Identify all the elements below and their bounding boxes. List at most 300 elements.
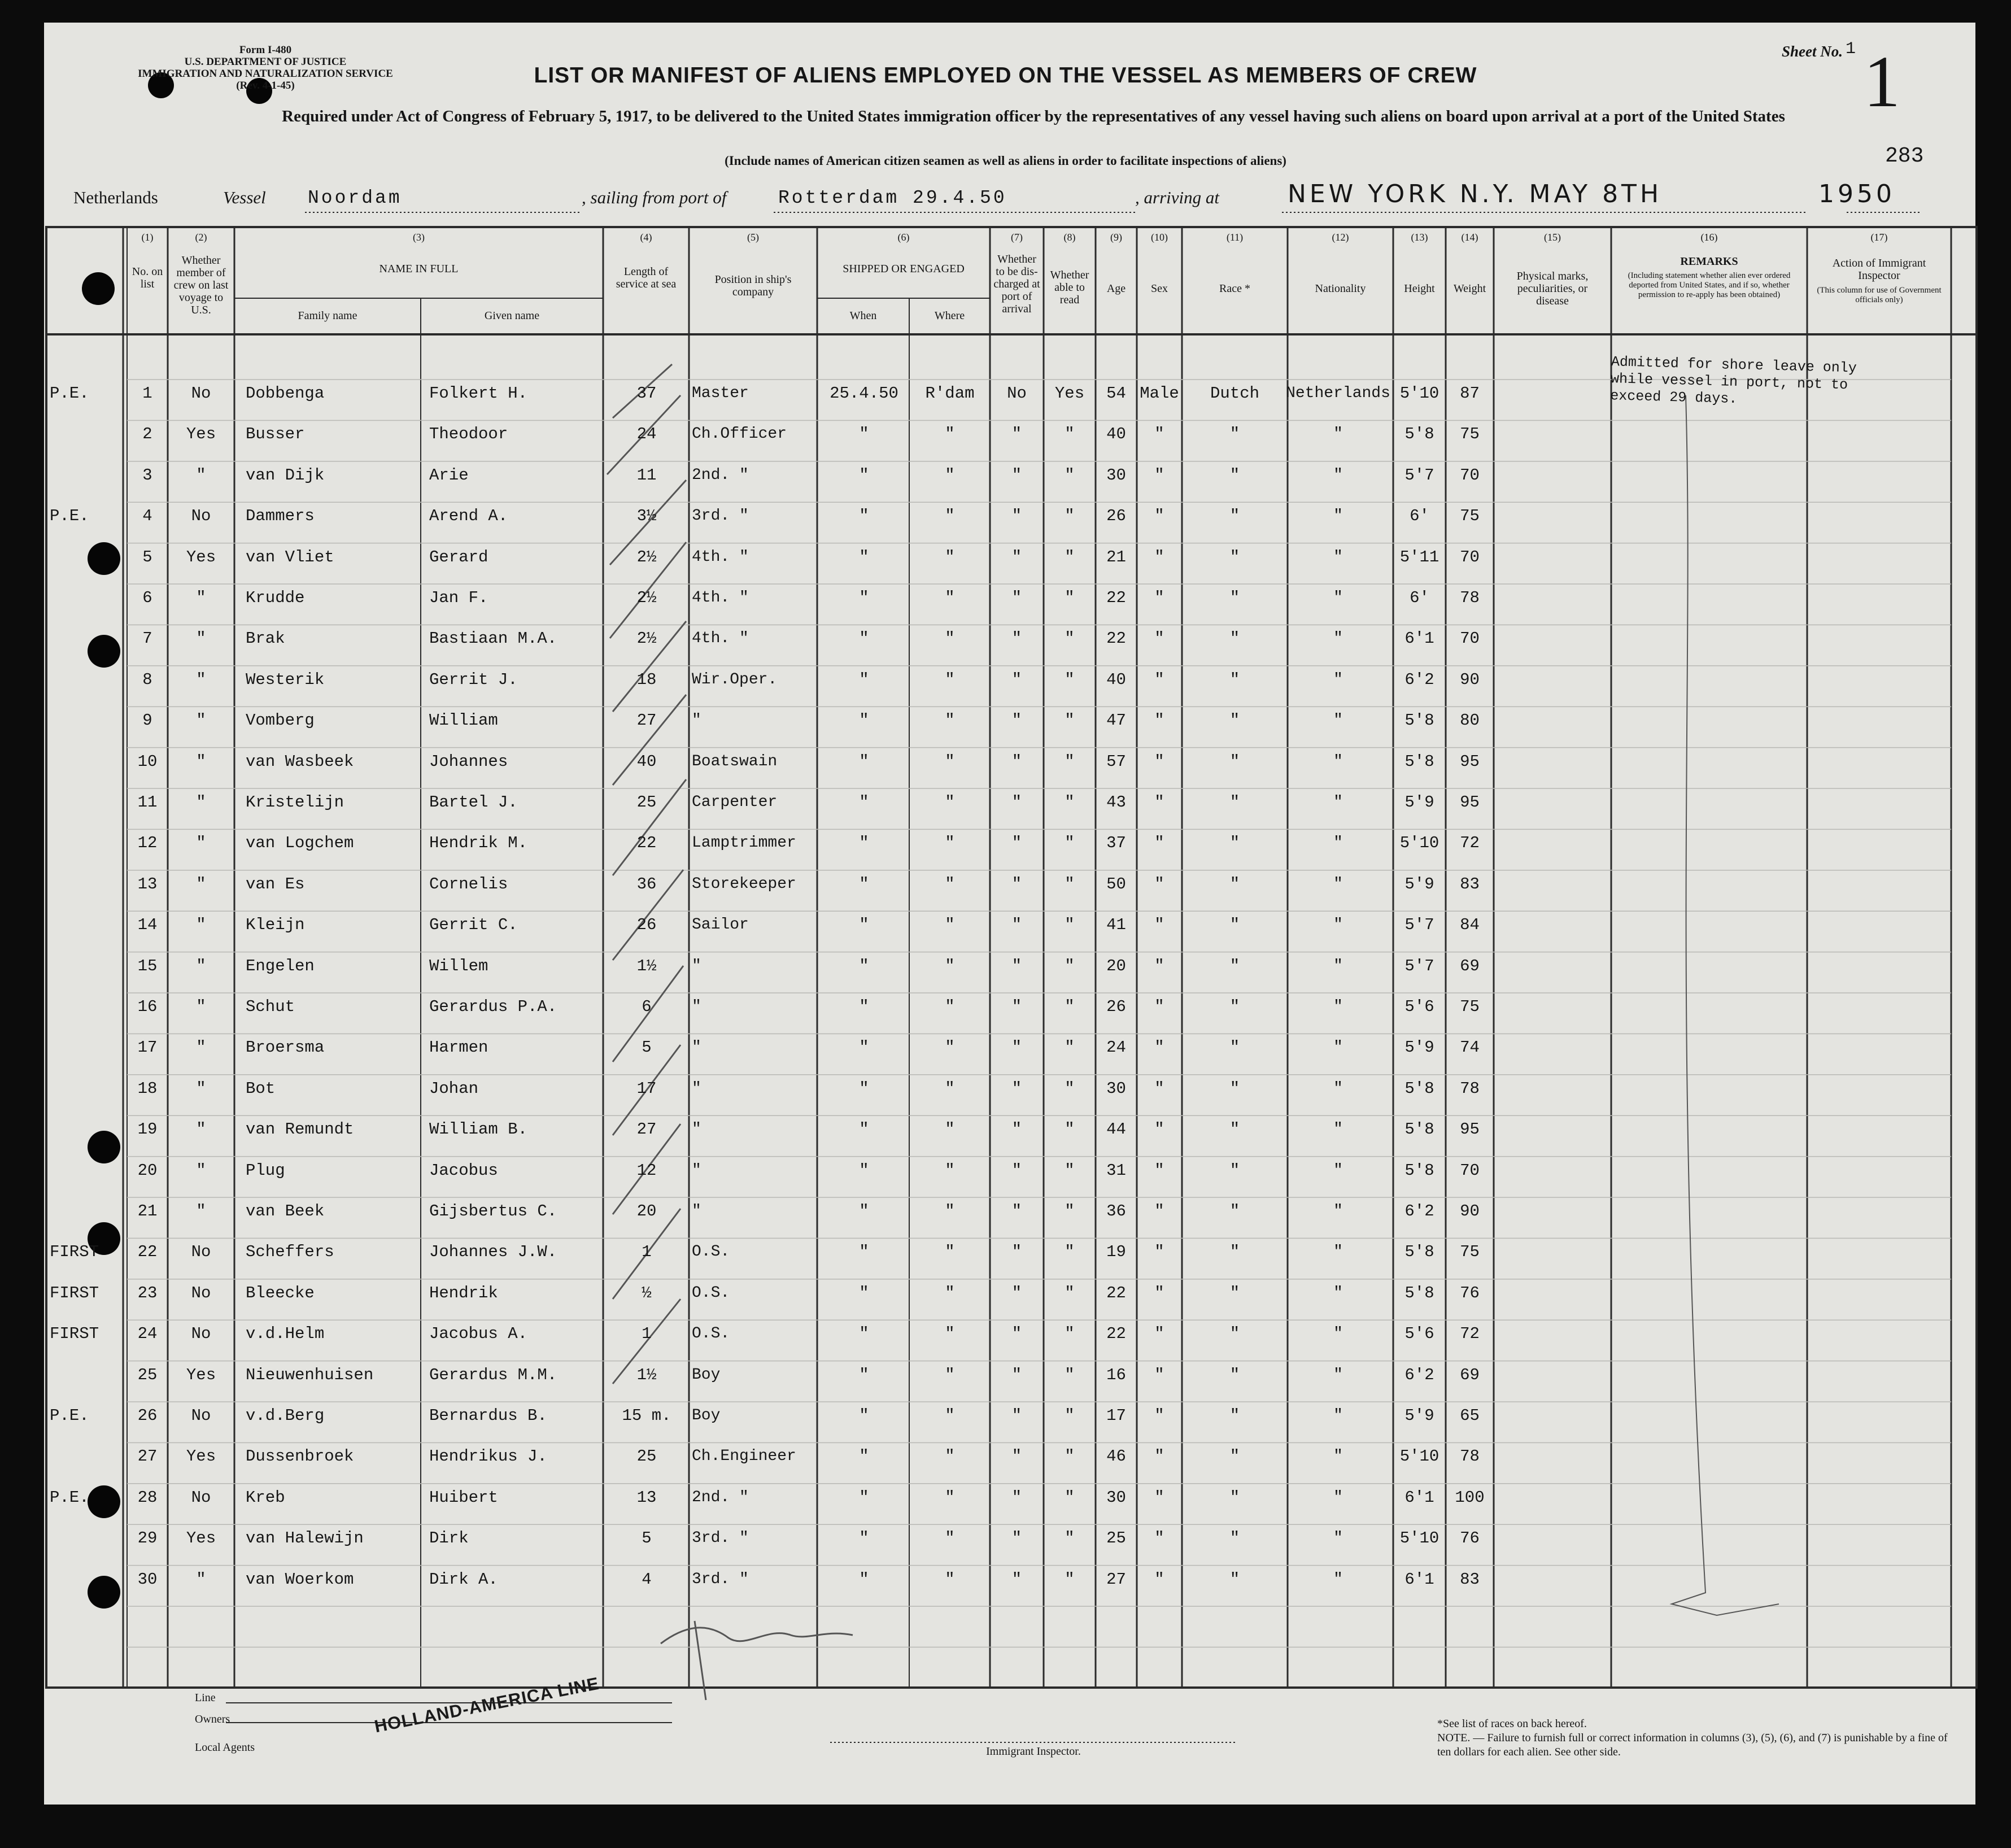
cell-position: " [692, 1079, 701, 1097]
cell-when: " [859, 1120, 869, 1139]
cell-where: " [945, 916, 955, 935]
cell-weight: 69 [1460, 1365, 1480, 1384]
col-no: (11) [1226, 232, 1244, 243]
cell-when: " [859, 1447, 869, 1466]
cell-when: " [859, 507, 869, 526]
cell-sex: " [1154, 1529, 1164, 1548]
cell-position: " [692, 712, 701, 730]
cell-nat: " [1333, 957, 1343, 975]
cell-position: Boy [692, 1366, 721, 1384]
cell-last: No [191, 1324, 211, 1344]
cell-race: " [1229, 1202, 1240, 1221]
cell-position: " [692, 1121, 701, 1139]
cell-last: " [196, 793, 206, 812]
cell-race: " [1229, 1324, 1240, 1344]
cell-position: Ch.Officer [692, 425, 787, 443]
cell-race: " [1229, 425, 1240, 444]
cell-disch: " [1011, 1406, 1022, 1425]
cell-where: " [945, 1570, 955, 1589]
cell-no: 23 [137, 1283, 158, 1302]
cell-mark: FIRST [50, 1243, 99, 1262]
cell-when: " [859, 589, 869, 607]
cell-no: 5 [142, 547, 152, 566]
cell-sex: " [1154, 1120, 1164, 1139]
cell-last: " [196, 1202, 206, 1221]
cell-when: " [859, 425, 869, 444]
cell-where: R'dam [925, 384, 975, 403]
cell-sex: " [1154, 874, 1164, 894]
cell-disch: " [1011, 589, 1022, 607]
cell-sex: " [1154, 834, 1164, 853]
cell-no: 13 [137, 874, 158, 894]
cell-sex: " [1154, 507, 1164, 526]
cell-where: " [945, 1324, 955, 1344]
cell-when: 25.4.50 [830, 384, 898, 403]
cell-race: " [1229, 1529, 1240, 1548]
department-name: U.S. DEPARTMENT OF JUSTICE [184, 56, 347, 68]
cell-service: 5 [642, 1038, 652, 1057]
cell-service: 18 [636, 670, 657, 689]
cell-race: " [1229, 507, 1240, 526]
stamp-number: 283 [1885, 144, 1924, 168]
cell-disch: " [1011, 1243, 1022, 1262]
cell-family: Kristelijn [246, 793, 344, 812]
cell-disch: " [1011, 1365, 1022, 1384]
cell-where: " [945, 1079, 955, 1098]
cell-nat: " [1333, 548, 1343, 566]
cell-when: " [859, 1038, 869, 1057]
cell-weight: 65 [1460, 1406, 1480, 1425]
cell-where: " [945, 793, 955, 812]
cell-service: 2½ [636, 547, 657, 566]
cell-disch: " [1011, 711, 1022, 730]
cell-height: 5'7 [1404, 916, 1434, 935]
col-no: (15) [1544, 232, 1561, 243]
col-no: (5) [747, 232, 759, 243]
cell-no: 15 [137, 956, 158, 975]
cell-mark: P.E. [50, 384, 89, 403]
cell-family: van Vliet [246, 547, 334, 566]
vessel-label: Vessel [223, 188, 266, 207]
cell-position: Lamptrimmer [692, 834, 796, 852]
cell-service: 1 [642, 1243, 652, 1262]
cell-given: Cornelis [429, 874, 508, 894]
cell-no: 9 [142, 711, 152, 730]
cell-family: Busser [246, 425, 305, 444]
cell-nat: " [1333, 507, 1343, 525]
cell-service: 36 [636, 874, 657, 894]
cell-position: 4th. " [692, 630, 749, 648]
cell-last: " [196, 834, 206, 853]
cell-read: " [1065, 1570, 1075, 1589]
cell-position: O.S. [692, 1325, 730, 1343]
cell-service: 1 [642, 1324, 652, 1344]
col-no: (16) [1700, 232, 1718, 243]
cell-family: Scheffers [246, 1243, 334, 1262]
cell-weight: 69 [1460, 956, 1480, 975]
col-header-discharged: Whether to be dis-charged at port of arrival [993, 253, 1040, 315]
form-number: Form I-480 [239, 44, 292, 56]
cell-position: 2nd. " [692, 1488, 749, 1506]
holland-america-line-stamp: HOLLAND-AMERICA LINE [373, 1673, 601, 1737]
cell-age: 40 [1106, 670, 1126, 689]
cell-given: Bernardus B. [429, 1406, 547, 1425]
cell-service: 24 [636, 425, 657, 444]
cell-height: 5'8 [1404, 752, 1434, 771]
cell-disch: " [1011, 1570, 1022, 1589]
cell-weight: 70 [1460, 1161, 1480, 1180]
cell-service: 2½ [636, 589, 657, 607]
cell-given: William B. [429, 1120, 528, 1139]
note-text: — Failure to furnish full or correct information in columns (3), (5), (6), and (7) is punishable by a fine of ten dollars for each alien. See other side. [1437, 1732, 1948, 1758]
cell-weight: 95 [1460, 752, 1480, 771]
cell-age: 16 [1106, 1365, 1126, 1384]
cell-last: " [196, 874, 206, 894]
cell-family: van Beek [246, 1202, 325, 1221]
cell-read: " [1065, 1406, 1075, 1425]
cell-race: " [1229, 1161, 1240, 1180]
cell-family: Vomberg [246, 711, 315, 730]
cell-where: " [945, 547, 955, 566]
cell-read: " [1065, 752, 1075, 771]
cell-no: 21 [137, 1202, 158, 1221]
cell-where: " [945, 1038, 955, 1057]
cell-service: 5 [642, 1529, 652, 1548]
cell-where: " [945, 1529, 955, 1548]
col-header-shipped: SHIPPED OR ENGAGED [843, 263, 965, 275]
cell-read: " [1065, 589, 1075, 607]
cell-sex: " [1154, 997, 1164, 1016]
col-header-when: When [849, 310, 877, 322]
cell-age: 22 [1106, 1324, 1126, 1344]
cell-service: 1½ [636, 1365, 657, 1384]
cell-age: 26 [1106, 507, 1126, 526]
cell-sex: " [1154, 629, 1164, 648]
departure-port: Rotterdam 29.4.50 [778, 188, 1007, 208]
col-header-race: Race * [1219, 282, 1250, 295]
cell-last: No [191, 1488, 211, 1507]
col-no: (17) [1870, 232, 1888, 243]
cell-race: " [1229, 1038, 1240, 1057]
cell-when: " [859, 1324, 869, 1344]
cell-no: 14 [137, 916, 158, 935]
cell-nat: Netherlands [1286, 385, 1390, 402]
cell-given: Hendrik M. [429, 834, 528, 853]
cell-position: Sailor [692, 916, 749, 934]
cell-when: " [859, 916, 869, 935]
cell-no: 20 [137, 1161, 158, 1180]
cell-race: " [1229, 1406, 1240, 1425]
col-no: (14) [1461, 232, 1478, 243]
cell-weight: 75 [1460, 425, 1480, 444]
cell-age: 43 [1106, 793, 1126, 812]
cell-age: 19 [1106, 1243, 1126, 1262]
cell-age: 36 [1106, 1202, 1126, 1221]
col-no: (13) [1411, 232, 1428, 243]
cell-family: Westerik [246, 670, 325, 689]
cell-read: " [1065, 1529, 1075, 1548]
cell-given: Dirk [429, 1529, 469, 1548]
cell-no: 3 [142, 465, 152, 485]
cell-nat: " [1333, 1284, 1343, 1302]
col-no: (1) [141, 232, 154, 243]
cell-race: " [1229, 711, 1240, 730]
col-no: (12) [1332, 232, 1349, 243]
cell-given: Gerardus M.M. [429, 1365, 557, 1384]
cell-age: 50 [1106, 874, 1126, 894]
cell-no: 25 [137, 1365, 158, 1384]
cell-when: " [859, 1365, 869, 1384]
cell-given: Harmen [429, 1038, 488, 1057]
cell-given: Bastiaan M.A. [429, 629, 557, 648]
cell-when: " [859, 997, 869, 1016]
cell-position: O.S. [692, 1243, 730, 1261]
cell-height: 6'2 [1404, 670, 1434, 689]
cell-service: 11 [636, 465, 657, 485]
cell-service: 22 [636, 834, 657, 853]
cell-disch: " [1011, 874, 1022, 894]
cell-sex: " [1154, 670, 1164, 689]
cell-read: " [1065, 916, 1075, 935]
cell-family: Kreb [246, 1488, 285, 1507]
cell-sex: " [1154, 1202, 1164, 1221]
cell-height: 5'8 [1404, 425, 1434, 444]
cell-given: Johannes [429, 752, 508, 771]
col-header-read: Whether able to read [1050, 269, 1089, 306]
cell-disch: " [1011, 752, 1022, 771]
cell-position: Boy [692, 1407, 721, 1424]
cell-race: Dutch [1210, 384, 1259, 403]
cell-read: " [1065, 1243, 1075, 1262]
cell-age: 57 [1106, 752, 1126, 771]
cell-disch: " [1011, 956, 1022, 975]
cell-position: Master [692, 385, 749, 402]
cell-nat: " [1333, 1488, 1343, 1506]
cell-position: 3rd. " [692, 1529, 749, 1548]
cell-age: 30 [1106, 1488, 1126, 1507]
cell-where: " [945, 1161, 955, 1180]
cell-nat: " [1333, 1570, 1343, 1588]
cell-sex: " [1154, 1324, 1164, 1344]
cell-height: 6' [1410, 507, 1429, 526]
cell-when: " [859, 1243, 869, 1262]
cell-sex: " [1154, 752, 1164, 771]
cell-family: Plug [246, 1161, 285, 1180]
cell-read: " [1065, 1324, 1075, 1344]
cell-where: " [945, 1406, 955, 1425]
cell-position: 3rd. " [692, 1570, 749, 1588]
cell-disch: " [1011, 1529, 1022, 1548]
cell-given: Hendrik [429, 1283, 498, 1302]
fine-note [1437, 1731, 1957, 1759]
cell-race: " [1229, 547, 1240, 566]
cell-sex: " [1154, 1243, 1164, 1262]
cell-nat: " [1333, 670, 1343, 688]
cell-nat: " [1333, 1243, 1343, 1261]
cell-given: Theodoor [429, 425, 508, 444]
cell-last: " [196, 916, 206, 935]
cell-last: No [191, 384, 211, 403]
cell-last: Yes [186, 1365, 216, 1384]
cell-race: " [1229, 834, 1240, 853]
cell-height: 5'11 [1399, 547, 1439, 566]
cell-age: 25 [1106, 1529, 1126, 1548]
cell-last: " [196, 465, 206, 485]
cell-no: 19 [137, 1120, 158, 1139]
cell-last: No [191, 1243, 211, 1262]
cell-read: " [1065, 1079, 1075, 1098]
cell-mark: P.E. [50, 1488, 89, 1507]
cell-family: Bleecke [246, 1283, 315, 1302]
cell-weight: 80 [1460, 711, 1480, 730]
page-title: LIST OR MANIFEST OF ALIENS EMPLOYED ON THE VESSEL AS MEMBERS OF CREW [534, 63, 1477, 88]
cell-given: Johannes J.W. [429, 1243, 557, 1262]
col-header-name: NAME IN FULL [379, 263, 459, 275]
cell-when: " [859, 629, 869, 648]
col-no: (4) [640, 232, 652, 243]
col-header-remarks-note: (Including statement whether alien ever ordered deported from United States, and if so, whether permission to re-apply has been obtained) [1628, 271, 1791, 299]
cell-nat: " [1333, 916, 1343, 934]
cell-height: 6'1 [1404, 1488, 1434, 1507]
footer-note [1437, 1717, 1957, 1759]
cell-sex: " [1154, 711, 1164, 730]
cell-last: Yes [186, 547, 216, 566]
cell-read: " [1065, 547, 1075, 566]
col-header-physical-marks: Physical marks, peculiarities, or disease [1516, 270, 1589, 307]
sailing-label: , sailing from port of [582, 188, 727, 207]
cell-disch: " [1011, 1079, 1022, 1098]
cell-age: 22 [1106, 589, 1126, 607]
cell-disch: " [1011, 1283, 1022, 1302]
cell-race: " [1229, 1570, 1240, 1589]
cell-disch: " [1011, 547, 1022, 566]
cell-no: 2 [142, 425, 152, 444]
cell-given: Folkert H. [429, 384, 528, 403]
cell-last: Yes [186, 425, 216, 444]
cell-given: Jacobus A. [429, 1324, 528, 1344]
cell-weight: 76 [1460, 1283, 1480, 1302]
cell-when: " [859, 1161, 869, 1180]
cell-when: " [859, 711, 869, 730]
cell-race: " [1229, 465, 1240, 485]
cell-height: 6'1 [1404, 629, 1434, 648]
cell-family: van Wasbeek [246, 752, 354, 771]
cell-age: 47 [1106, 711, 1126, 730]
cell-position: " [692, 1202, 701, 1220]
remarks-entry: Admitted for shore leave only while vessel in port, not to exceed 29 days. [1609, 354, 1857, 407]
footer-agents-label: Local Agents [195, 1741, 255, 1754]
col-header-last-voyage: Whether member of crew on last voyage to U.S. [173, 254, 229, 316]
cell-family: Kleijn [246, 916, 305, 935]
col-no: (6) [897, 232, 910, 243]
cell-last: No [191, 507, 211, 526]
cell-read: " [1065, 465, 1075, 485]
cell-nat: " [1333, 1161, 1343, 1179]
cell-height: 5'8 [1404, 1283, 1434, 1302]
page-subtitle: Required under Act of Congress of February 5, 1917, to be delivered to the United States immigration officer by the representatives of any vessel having such aliens on board upon arrival at a port of the United States [282, 107, 1785, 125]
cell-service: ½ [642, 1283, 652, 1302]
col-no: (10) [1151, 232, 1168, 243]
cell-given: Willem [429, 956, 488, 975]
cell-service: 4 [642, 1570, 652, 1589]
cell-position: " [692, 998, 701, 1015]
cell-last: Yes [186, 1529, 216, 1548]
cell-nat: " [1333, 1529, 1343, 1548]
cell-height: 5'6 [1404, 1324, 1434, 1344]
cell-no: 30 [137, 1570, 158, 1589]
cell-where: " [945, 670, 955, 689]
cell-last: " [196, 1161, 206, 1180]
cell-when: " [859, 956, 869, 975]
cell-disch: " [1011, 1120, 1022, 1139]
cell-service: 13 [636, 1488, 657, 1507]
col-header-inspector-note: (This column for use of Government officials only) [1817, 286, 1942, 304]
cell-nat: " [1333, 712, 1343, 730]
cell-weight: 100 [1455, 1488, 1485, 1507]
cell-service: 27 [636, 711, 657, 730]
cell-family: Brak [246, 629, 285, 648]
cell-sex: " [1154, 1079, 1164, 1098]
cell-weight: 75 [1460, 1243, 1480, 1262]
cell-height: 5'7 [1404, 956, 1434, 975]
col-no: (8) [1063, 232, 1076, 243]
cell-position: 3rd. " [692, 507, 749, 525]
cell-sex: " [1154, 1283, 1164, 1302]
cell-service: 37 [636, 384, 657, 403]
col-header-position: Position in ship's company [714, 273, 792, 298]
cell-where: " [945, 1283, 955, 1302]
cell-disch: " [1011, 1202, 1022, 1221]
cell-nat: " [1333, 1202, 1343, 1220]
col-header-weight: Weight [1453, 282, 1486, 295]
cell-last: " [196, 670, 206, 689]
cell-family: van Logchem [246, 834, 354, 853]
cell-no: 6 [142, 589, 152, 607]
col-header-height: Height [1404, 282, 1435, 295]
cell-no: 27 [137, 1447, 158, 1466]
cell-where: " [945, 1447, 955, 1466]
cell-no: 10 [137, 752, 158, 771]
cell-position: Storekeeper [692, 875, 796, 893]
cell-race: " [1229, 1120, 1240, 1139]
cell-when: " [859, 465, 869, 485]
cell-family: van Halewijn [246, 1529, 364, 1548]
cell-sex: " [1154, 916, 1164, 935]
cell-when: " [859, 834, 869, 853]
cell-position: 4th. " [692, 548, 749, 566]
cell-where: " [945, 425, 955, 444]
cell-read: " [1065, 1161, 1075, 1180]
cell-read: Yes [1054, 384, 1085, 403]
cell-height: 5'8 [1404, 1161, 1434, 1180]
cell-race: " [1229, 956, 1240, 975]
cell-when: " [859, 1283, 869, 1302]
cell-given: William [429, 711, 498, 730]
cell-disch: " [1011, 1447, 1022, 1466]
cell-age: 20 [1106, 956, 1126, 975]
cell-last: No [191, 1406, 211, 1425]
cell-weight: 90 [1460, 1202, 1480, 1221]
cell-position: 2nd. " [692, 466, 749, 484]
cell-read: " [1065, 1447, 1075, 1466]
cell-read: " [1065, 874, 1075, 894]
cell-where: " [945, 752, 955, 771]
cell-height: 5'8 [1404, 711, 1434, 730]
cell-given: Arend A. [429, 507, 508, 526]
cell-sex: " [1154, 1488, 1164, 1507]
cell-sex: " [1154, 589, 1164, 607]
cell-last: " [196, 1038, 206, 1057]
